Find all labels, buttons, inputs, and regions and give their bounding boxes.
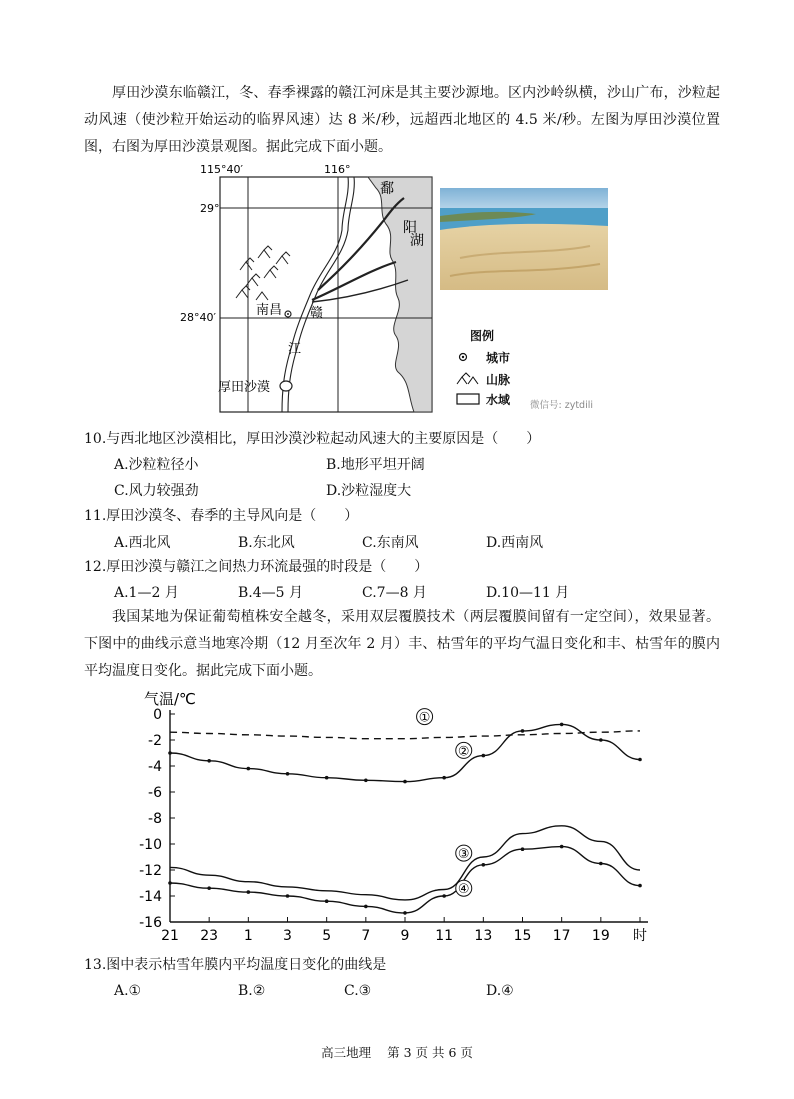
q13-option-d[interactable]: D.④ [486, 983, 514, 999]
lat-label: 28°40′ [180, 311, 216, 324]
x-tick-label: 15 [513, 928, 532, 944]
data-point [247, 890, 251, 894]
q12-option-d[interactable]: D.10—11 月 [486, 585, 570, 601]
q11-option-b[interactable]: B.东北风 [238, 535, 295, 551]
q13-option-a[interactable]: A.① [114, 983, 142, 999]
lon-label: 116° [324, 163, 351, 176]
q10-option-c[interactable]: C.风力较强劲 [114, 483, 199, 499]
data-point [286, 894, 290, 898]
data-point [247, 767, 251, 771]
data-point [168, 751, 172, 755]
lake-label: 阳 [403, 220, 417, 236]
data-point [599, 738, 603, 742]
watermark: 微信号: zytdili [530, 400, 594, 411]
series-label: ③ [457, 847, 470, 863]
data-point [325, 776, 329, 780]
footer-page-number: 第 3 页 共 6 页 [387, 1045, 473, 1060]
data-point [403, 780, 407, 784]
mountain-icon [456, 372, 480, 386]
q10-option-b[interactable]: B.地形平坦开阔 [326, 457, 425, 473]
question-11-stem: 11.厚田沙漠冬、春季的主导风向是（ ） [84, 508, 359, 524]
lon-label: 115°40′ [200, 163, 243, 176]
y-tick-label: -14 [139, 889, 162, 905]
x-tick-label: 21 [161, 928, 179, 944]
desert-label: 厚田沙漠 [218, 380, 271, 395]
data-point [638, 884, 642, 888]
x-tick-label: 13 [474, 928, 493, 944]
data-point [482, 754, 486, 758]
series-line-1 [170, 731, 640, 739]
desert-marker-icon [280, 381, 292, 391]
data-point [560, 723, 564, 727]
x-tick-label: 5 [322, 928, 332, 944]
legend-item-mountain: 山脉 [456, 371, 546, 391]
y-tick-label: -10 [139, 837, 162, 853]
x-tick-label: 17 [552, 928, 571, 944]
data-point [207, 886, 211, 890]
data-point [442, 776, 446, 780]
x-tick-label: 时 [633, 928, 647, 944]
data-point [599, 862, 603, 866]
lat-label: 29° [200, 202, 220, 215]
water-box-icon [456, 393, 482, 407]
q12-option-b[interactable]: B.4—5 月 [238, 585, 304, 601]
legend-title: 图例 [470, 329, 495, 343]
city-dot-icon [456, 350, 470, 364]
footer-subject: 高三地理 [321, 1045, 372, 1060]
data-point [207, 759, 211, 763]
data-point [560, 845, 564, 849]
x-tick-label: 9 [400, 928, 410, 944]
q10-option-d[interactable]: D.沙粒湿度大 [326, 483, 412, 499]
x-tick-label: 1 [243, 928, 253, 944]
legend-item-water: 水域 [456, 391, 546, 411]
temperature-chart [110, 684, 680, 950]
x-tick-label: 7 [361, 928, 371, 944]
y-tick-label: -2 [148, 733, 162, 749]
data-point [286, 772, 290, 776]
data-point [364, 905, 368, 909]
q10-option-a[interactable]: A.沙粒粒径小 [114, 457, 199, 473]
q11-option-d[interactable]: D.西南风 [486, 535, 544, 551]
series-line-4 [170, 847, 640, 913]
location-map [180, 160, 440, 415]
y-tick-label: -16 [139, 915, 162, 931]
series-line-3 [170, 826, 640, 900]
series-label: ② [457, 744, 470, 760]
question-12-stem: 12.厚田沙漠与赣江之间热力环流最强的时段是（ ） [84, 559, 429, 575]
y-axis-label: 气温/℃ [144, 690, 196, 708]
desert-landscape-photo [440, 188, 608, 290]
x-tick-label: 11 [435, 928, 454, 944]
river-label: 赣 [310, 306, 324, 321]
legend-item-city: 城市 [456, 349, 546, 371]
intro-paragraph-2: 我国某地为保证葡萄植株安全越冬，采用双层覆膜技术（两层覆膜间留有一定空间），效果显著。下图中的曲线示意当地寒冷期（12 月至次年 2 月）丰、枯雪年的平均气温日变化和丰、枯雪年的膜内平均温度日变化。据此完成下面小题。 [84, 609, 720, 679]
data-point [442, 894, 446, 898]
q11-option-c[interactable]: C.东南风 [362, 535, 419, 551]
x-tick-label: 23 [200, 928, 219, 944]
lake-label: 湖 [410, 233, 424, 249]
y-tick-label: -4 [148, 759, 162, 775]
data-point [521, 847, 525, 851]
y-tick-label: -8 [148, 811, 162, 827]
intro-paragraph-1: 厚田沙漠东临赣江，冬、春季裸露的赣江河床是其主要沙源地。区内沙岭纵横，沙山广布，沙粒起动风速（使沙粒开始运动的临界风速）达 8 米/秒，远超西北地区的 4.5 米/秒。左图为厚田沙漠位置图，右图为厚田沙漠景观图。据此完成下面小题。 [84, 85, 720, 155]
q13-option-b[interactable]: B.② [238, 983, 266, 999]
data-point [364, 779, 368, 783]
data-point [638, 758, 642, 762]
q12-option-a[interactable]: A.1—2 月 [114, 585, 179, 601]
data-point [403, 911, 407, 915]
data-point [521, 729, 525, 733]
y-tick-label: 0 [153, 707, 162, 723]
y-tick-label: -6 [148, 785, 162, 801]
data-point [482, 863, 486, 867]
y-tick-label: -12 [139, 863, 162, 879]
page-footer [0, 1043, 794, 1061]
q12-option-c[interactable]: C.7—8 月 [362, 585, 427, 601]
question-13-stem: 13.图中表示枯雪年膜内平均温度日变化的曲线是 [84, 957, 387, 973]
river-label: 江 [288, 342, 302, 357]
q11-option-a[interactable]: A.西北风 [114, 535, 171, 551]
series-label: ① [418, 710, 431, 726]
x-tick-label: 3 [283, 928, 292, 944]
data-point [168, 881, 172, 885]
question-10-stem: 10.与西北地区沙漠相比，厚田沙漠沙粒起动风速大的主要原因是（ ） [84, 431, 541, 447]
lake-label: 鄱 [380, 181, 394, 197]
x-tick-label: 19 [591, 928, 610, 944]
q13-option-c[interactable]: C.③ [344, 983, 372, 999]
data-point [325, 899, 329, 903]
city-label: 南昌 [256, 303, 283, 318]
series-label: ④ [457, 882, 470, 898]
